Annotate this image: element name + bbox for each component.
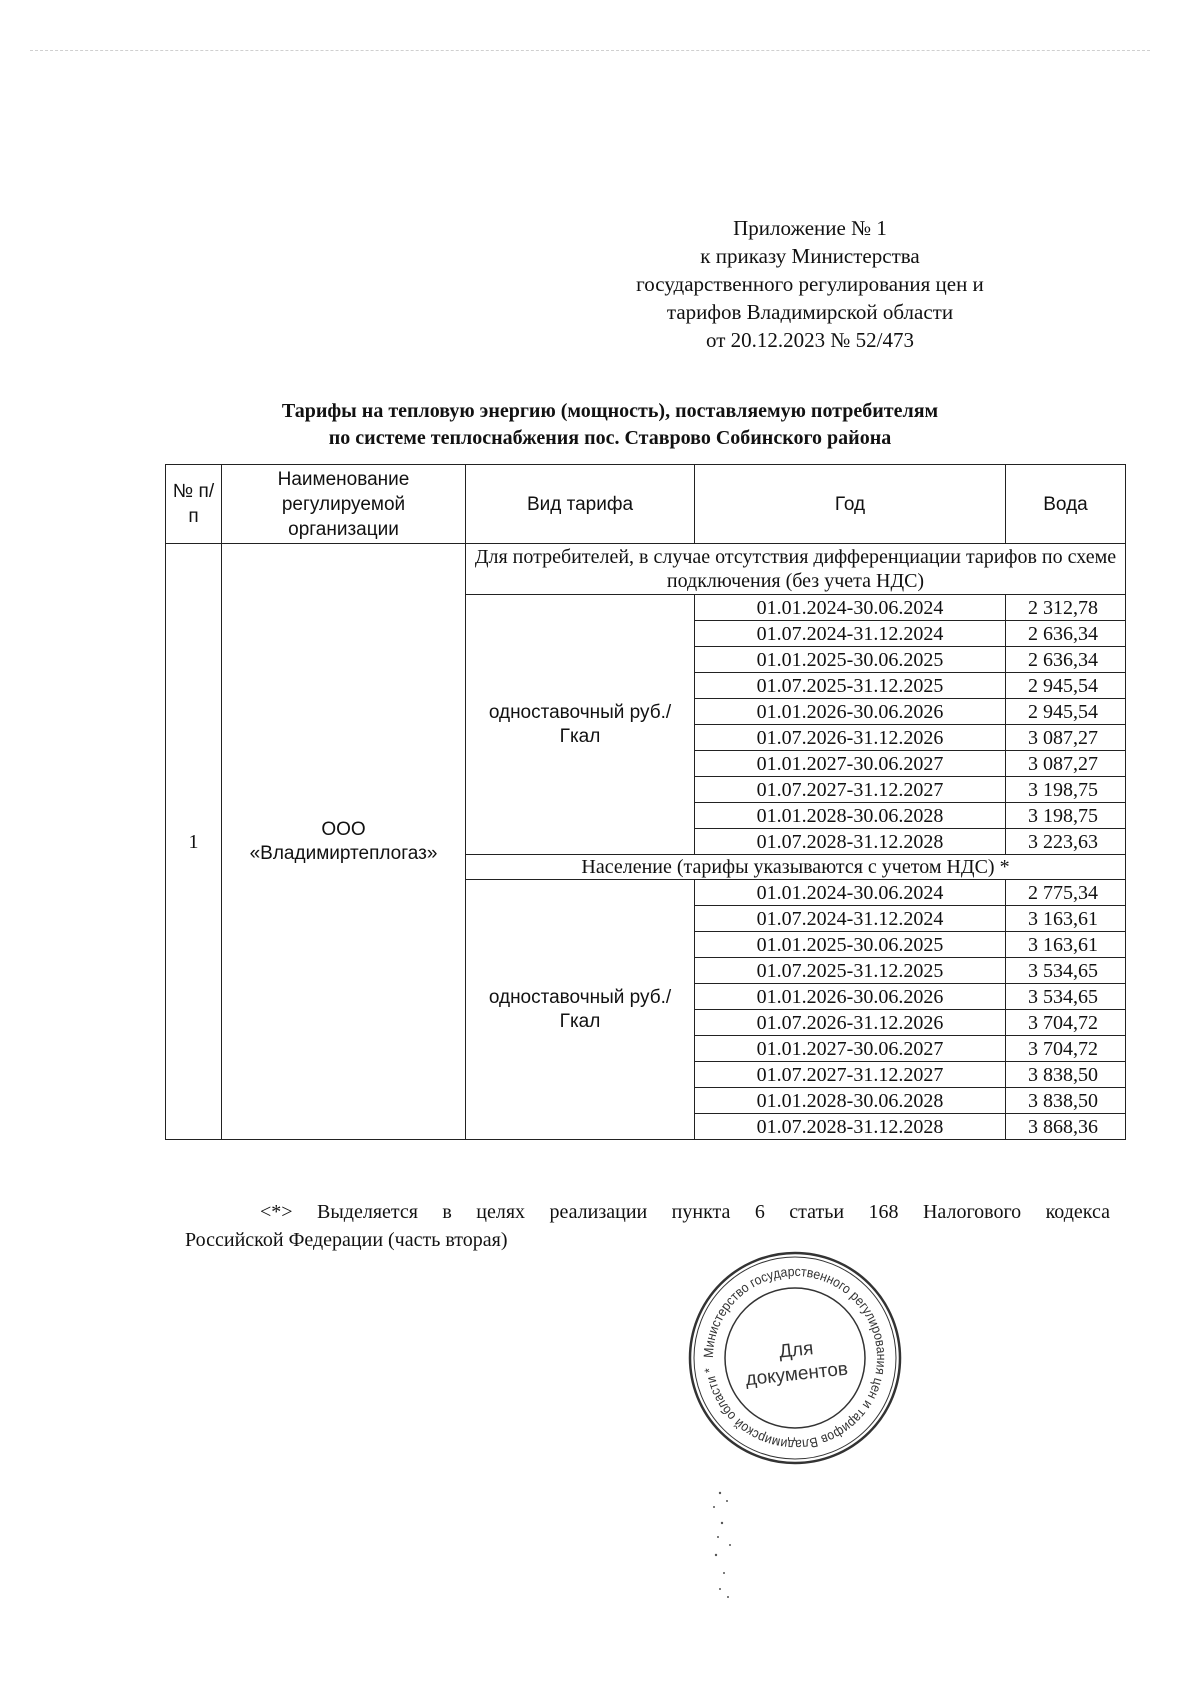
- period-cell: 01.01.2027-30.06.2027: [695, 1036, 1006, 1062]
- period-cell: 01.01.2028-30.06.2028: [695, 1088, 1006, 1114]
- period-cell: 01.07.2027-31.12.2027: [695, 1062, 1006, 1088]
- official-stamp: [685, 1248, 905, 1468]
- organization-cell: ООО «Владимиртеплогаз»: [222, 544, 466, 1140]
- tariff-table: [165, 464, 1126, 1140]
- water-tariff-value: 3 087,27: [1006, 751, 1126, 777]
- group1-caption: Для потребителей, в случае отсутствия дифференциации тарифов по схеме подключения (без учета НДС): [466, 544, 1126, 595]
- header-organization: Наименование регулируемой организации: [222, 465, 466, 544]
- appendix-line-4: тарифов Владимирской области: [666, 300, 954, 324]
- period-cell: 01.01.2024-30.06.2024: [695, 595, 1006, 621]
- period-cell: 01.07.2025-31.12.2025: [695, 958, 1006, 984]
- water-tariff-value: 3 198,75: [1006, 777, 1126, 803]
- stamp-ring-textpath: Министерство государственного регулирования цен и тарифов Владимирской области *: [700, 1263, 890, 1453]
- period-cell: 01.01.2027-30.06.2027: [695, 751, 1006, 777]
- water-tariff-value: 2 312,78: [1006, 595, 1126, 621]
- document-title: [165, 398, 1055, 452]
- period-cell: 01.07.2026-31.12.2026: [695, 1010, 1006, 1036]
- period-cell: 01.07.2024-31.12.2024: [695, 621, 1006, 647]
- footnote: [185, 1198, 1110, 1254]
- water-tariff-value: 2 636,34: [1006, 647, 1126, 673]
- water-tariff-value: 3 704,72: [1006, 1010, 1126, 1036]
- header-year: Год: [695, 465, 1006, 544]
- appendix-line-1: Приложение № 1: [733, 216, 887, 240]
- period-cell: 01.07.2028-31.12.2028: [695, 1114, 1006, 1140]
- water-tariff-value: 3 223,63: [1006, 829, 1126, 855]
- period-cell: 01.01.2025-30.06.2025: [695, 932, 1006, 958]
- group1-tariff-type: одноставочный руб./Гкал: [466, 595, 695, 855]
- period-cell: 01.07.2025-31.12.2025: [695, 673, 1006, 699]
- group2-caption: Население (тарифы указываются с учетом НДС) *: [466, 855, 1126, 880]
- title-line-1: Тарифы на тепловую энергию (мощность), поставляемую потребителям: [281, 400, 939, 422]
- water-tariff-value: 3 534,65: [1006, 958, 1126, 984]
- water-tariff-value: 3 704,72: [1006, 1036, 1126, 1062]
- stamp-center-line-1: Для: [778, 1338, 815, 1363]
- table-header-row: [166, 465, 1126, 544]
- period-cell: 01.01.2026-30.06.2026: [695, 699, 1006, 725]
- title-line-2: по системе теплоснабжения пос. Ставрово Собинского района: [328, 427, 892, 449]
- water-tariff-value: 3 838,50: [1006, 1088, 1126, 1114]
- row-number-cell: 1: [166, 544, 222, 1140]
- scan-artifact-line: [30, 50, 1150, 51]
- water-tariff-value: 2 775,34: [1006, 880, 1126, 906]
- water-tariff-value: 2 945,54: [1006, 673, 1126, 699]
- footnote-line-1: <*> Выделяется в целях реализации пункта 6 статьи 168 Налогового кодекса: [260, 1201, 1110, 1223]
- period-cell: 01.07.2027-31.12.2027: [695, 777, 1006, 803]
- water-tariff-value: 3 838,50: [1006, 1062, 1126, 1088]
- period-cell: 01.07.2024-31.12.2024: [695, 906, 1006, 932]
- period-cell: 01.07.2026-31.12.2026: [695, 725, 1006, 751]
- header-water: Вода: [1006, 465, 1126, 544]
- scan-specks: [700, 1485, 760, 1605]
- appendix-line-3: государственного регулирования цен и: [636, 272, 984, 296]
- header-tariff-type: Вид тарифа: [466, 465, 695, 544]
- group1-caption-row: [166, 544, 1126, 595]
- water-tariff-value: 3 198,75: [1006, 803, 1126, 829]
- water-tariff-value: 3 163,61: [1006, 906, 1126, 932]
- footnote-line-2: Российской Федерации (часть вторая): [185, 1229, 508, 1251]
- period-cell: 01.01.2025-30.06.2025: [695, 647, 1006, 673]
- header-number: № п/п: [166, 465, 222, 544]
- water-tariff-value: 3 087,27: [1006, 725, 1126, 751]
- period-cell: 01.01.2026-30.06.2026: [695, 984, 1006, 1010]
- water-tariff-value: 2 636,34: [1006, 621, 1126, 647]
- stamp-center-line-2: документов: [744, 1358, 849, 1391]
- group2-tariff-type: одноставочный руб./Гкал: [466, 880, 695, 1140]
- period-cell: 01.01.2028-30.06.2028: [695, 803, 1006, 829]
- appendix-line-5: от 20.12.2023 № 52/473: [705, 328, 915, 352]
- appendix-line-2: к приказу Министерства: [700, 244, 920, 268]
- water-tariff-value: 3 534,65: [1006, 984, 1126, 1010]
- appendix-header: [600, 214, 1020, 354]
- period-cell: 01.01.2024-30.06.2024: [695, 880, 1006, 906]
- water-tariff-value: 3 868,36: [1006, 1114, 1126, 1140]
- water-tariff-value: 2 945,54: [1006, 699, 1126, 725]
- period-cell: 01.07.2028-31.12.2028: [695, 829, 1006, 855]
- water-tariff-value: 3 163,61: [1006, 932, 1126, 958]
